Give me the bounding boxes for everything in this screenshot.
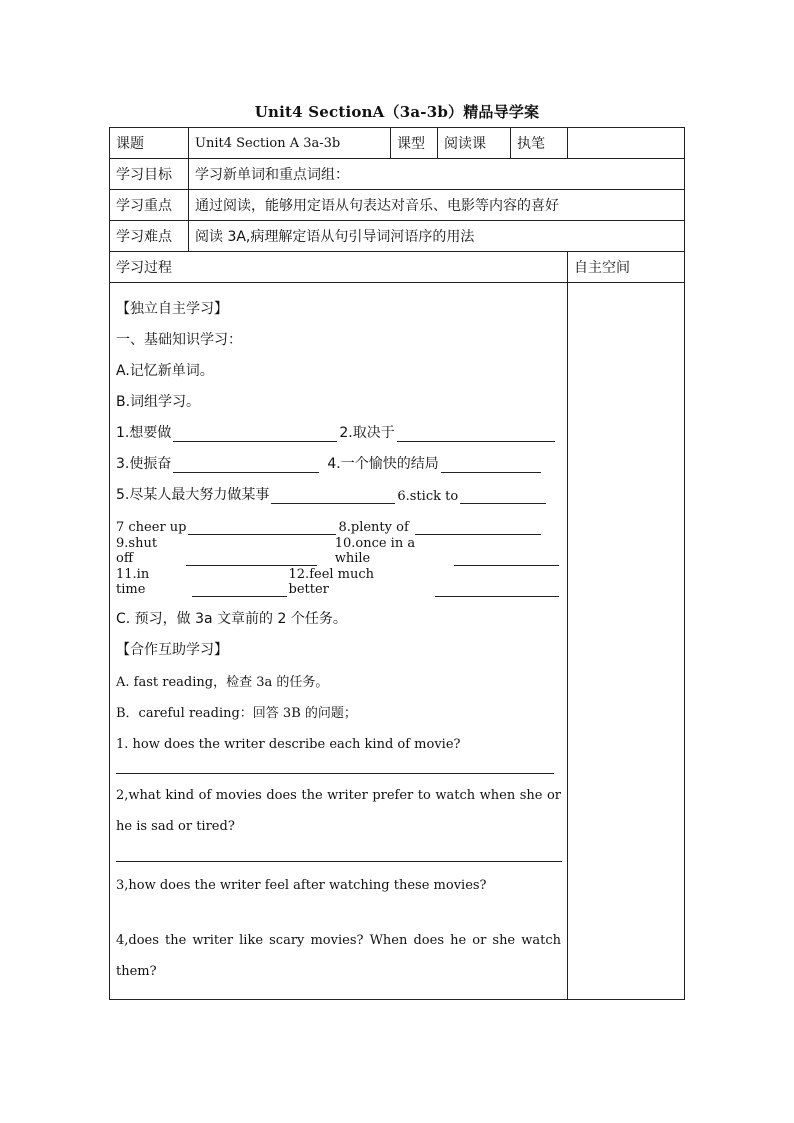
vocab-12: 12.feel much better bbox=[288, 567, 375, 597]
row-difficulties bbox=[110, 221, 685, 252]
vocab-10: 10.once in a while bbox=[334, 536, 416, 566]
value-author bbox=[568, 128, 685, 159]
blank-3[interactable] bbox=[173, 458, 319, 473]
label-author: 执笔 bbox=[511, 128, 568, 159]
answer-line-1[interactable] bbox=[116, 772, 554, 774]
item-phrase-study: B.词组学习。 bbox=[116, 394, 201, 410]
blank-9[interactable] bbox=[186, 551, 317, 566]
label-difficulties: 学习难点 bbox=[110, 221, 189, 252]
vocab-6: 6.stick to bbox=[397, 489, 459, 504]
vocab-1: 1.想要做 bbox=[116, 425, 172, 441]
vocab-line-6 bbox=[116, 566, 561, 597]
blank-12[interactable] bbox=[435, 582, 559, 597]
label-goals: 学习目标 bbox=[110, 159, 189, 190]
section-cooperative: 【合作互助学习】 bbox=[116, 642, 228, 658]
blank-5[interactable] bbox=[271, 489, 395, 504]
vocab-11: 11.in time bbox=[116, 567, 150, 597]
item-careful-reading: B．careful reading：回答 3B 的问题； bbox=[116, 706, 357, 721]
blank-2[interactable] bbox=[397, 427, 555, 442]
question-1: 1. how does the writer describe each kind of movie? bbox=[116, 737, 461, 752]
value-difficulties: 阅读 3A,病理解定语从句引导词河语序的用法 bbox=[189, 221, 685, 252]
value-key-points: 通过阅读，能够用定语从句表达对音乐、电影等内容的喜好 bbox=[189, 190, 685, 221]
blank-10[interactable] bbox=[454, 551, 559, 566]
study-plan-table bbox=[109, 127, 685, 1000]
value-goals: 学习新单词和重点词组： bbox=[189, 159, 685, 190]
blank-11[interactable] bbox=[192, 582, 287, 597]
vocab-line-1 bbox=[116, 411, 561, 442]
vocab-line-2 bbox=[116, 442, 561, 473]
item-preview: C. 预习，做 3a 文章前的 2 个任务。 bbox=[116, 611, 347, 627]
blank-1[interactable] bbox=[173, 427, 337, 442]
blank-4[interactable] bbox=[441, 458, 541, 473]
value-topic: Unit4 Section A 3a-3b bbox=[189, 128, 391, 159]
label-topic: 课题 bbox=[110, 128, 189, 159]
row-goals bbox=[110, 159, 685, 190]
value-lesson-type: 阅读课 bbox=[438, 128, 511, 159]
self-space-cell[interactable] bbox=[568, 283, 685, 1000]
row-process-body bbox=[110, 283, 685, 1000]
item-fast-reading: A. fast reading，检查 3a 的任务。 bbox=[116, 675, 329, 690]
row-topic bbox=[110, 128, 685, 159]
vocab-line-5 bbox=[116, 535, 561, 566]
vocab-3: 3.使振奋 bbox=[116, 456, 172, 472]
process-content bbox=[110, 283, 568, 1000]
section-independent: 【独立自主学习】 bbox=[116, 301, 228, 317]
row-key-points bbox=[110, 190, 685, 221]
label-lesson-type: 课型 bbox=[391, 128, 438, 159]
row-process-header bbox=[110, 252, 685, 283]
label-process: 学习过程 bbox=[110, 252, 568, 283]
item-memorize-words: A.记忆新单词。 bbox=[116, 363, 214, 379]
label-self-space: 自主空间 bbox=[568, 252, 685, 283]
question-2: 2,what kind of movies does the writer prefer to watch when she or he is sad or tired? bbox=[116, 788, 561, 834]
vocab-7: 7 cheer up bbox=[116, 520, 187, 535]
vocab-2: 2.取决于 bbox=[339, 425, 395, 441]
blank-6[interactable] bbox=[460, 489, 546, 504]
section-basic-knowledge: 一、基础知识学习： bbox=[116, 332, 242, 348]
vocab-line-4 bbox=[116, 504, 561, 535]
question-3: 3,how does the writer feel after watching these movies? bbox=[116, 878, 487, 893]
blank-8[interactable] bbox=[415, 520, 541, 535]
blank-7[interactable] bbox=[188, 520, 336, 535]
vocab-line-3 bbox=[116, 473, 561, 504]
label-key-points: 学习重点 bbox=[110, 190, 189, 221]
vocab-5: 5.尽某人最大努力做某事 bbox=[116, 487, 270, 503]
vocab-9: 9.shut off bbox=[116, 536, 158, 566]
vocab-8: 8.plenty of bbox=[338, 520, 409, 535]
question-4: 4,does the writer like scary movies? When does he or she watch them? bbox=[116, 933, 561, 979]
page-title: Unit4 SectionA（3a-3b）精品导学案 bbox=[254, 103, 540, 121]
vocab-4: 4.一个愉快的结局 bbox=[327, 456, 439, 472]
